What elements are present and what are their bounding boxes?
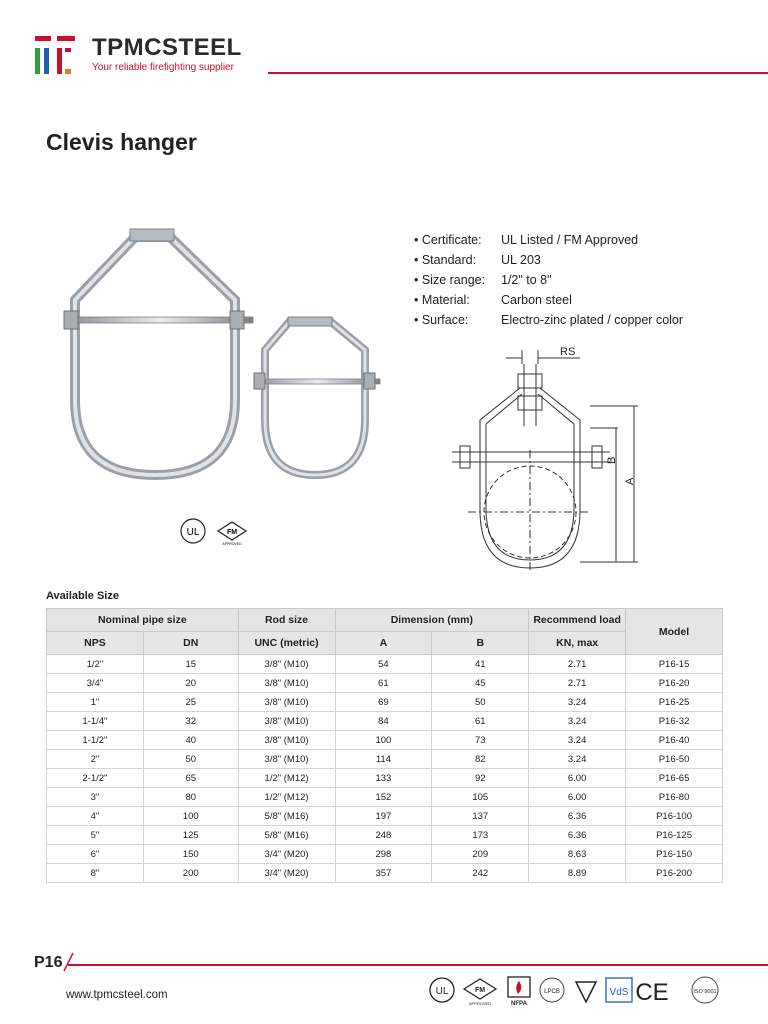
cell-dn: 20 bbox=[143, 674, 238, 693]
cert-fm-sublabel: APPROVED bbox=[468, 1001, 492, 1006]
cert-nfpa-label: NFPA bbox=[511, 1001, 527, 1006]
cell-a: 114 bbox=[335, 750, 432, 769]
cert-ce-label: CE bbox=[635, 979, 669, 1006]
cell-model: P16-100 bbox=[626, 807, 723, 826]
cell-b: 137 bbox=[432, 807, 529, 826]
cell-model: P16-32 bbox=[626, 712, 723, 731]
cell-a: 133 bbox=[335, 769, 432, 788]
cell-dn: 200 bbox=[143, 864, 238, 883]
page-number: P16 bbox=[34, 954, 63, 971]
spec-value: Carbon steel bbox=[501, 293, 572, 307]
table-row bbox=[47, 826, 723, 845]
fm-mark-label: FM bbox=[226, 529, 238, 536]
cell-unc: 3/8" (M10) bbox=[238, 712, 335, 731]
cell-dn: 80 bbox=[143, 788, 238, 807]
cell-kn: 6.36 bbox=[529, 826, 626, 845]
cell-dn: 32 bbox=[143, 712, 238, 731]
table-row bbox=[47, 731, 723, 750]
cell-unc: 5/8" (M16) bbox=[238, 826, 335, 845]
spec-key: • Size range: bbox=[414, 273, 486, 287]
cell-kn: 8.63 bbox=[529, 845, 626, 864]
cell-kn: 3.24 bbox=[529, 731, 626, 750]
fm-mark-sublabel: APPROVED bbox=[222, 542, 242, 546]
brand-name: TPMCSTEEL bbox=[92, 34, 242, 61]
product-cert-marks-icon bbox=[180, 516, 260, 546]
cell-kn: 3.24 bbox=[529, 712, 626, 731]
cell-dn: 100 bbox=[143, 807, 238, 826]
spec-key: • Certificate: bbox=[414, 233, 482, 247]
header-dimension: Dimension (mm) bbox=[335, 609, 529, 632]
table-row bbox=[47, 674, 723, 693]
table-row bbox=[47, 788, 723, 807]
header-divider bbox=[268, 72, 768, 74]
cell-kn: 6.00 bbox=[529, 788, 626, 807]
cell-nps: 1" bbox=[47, 693, 144, 712]
cell-model: P16-80 bbox=[626, 788, 723, 807]
cert-lpcb-label: LPCB bbox=[544, 989, 560, 995]
certification-logos-icon bbox=[428, 974, 728, 1006]
cell-nps: 5" bbox=[47, 826, 144, 845]
cell-b: 92 bbox=[432, 769, 529, 788]
cell-b: 41 bbox=[432, 655, 529, 674]
cell-unc: 3/8" (M10) bbox=[238, 731, 335, 750]
size-table-body bbox=[47, 655, 723, 883]
cell-dn: 50 bbox=[143, 750, 238, 769]
header-b: B bbox=[432, 632, 529, 655]
table-sub-header-row bbox=[47, 632, 723, 655]
cell-unc: 1/2" (M12) bbox=[238, 788, 335, 807]
header-dn: DN bbox=[143, 632, 238, 655]
table-row bbox=[47, 864, 723, 883]
cell-kn: 2.71 bbox=[529, 655, 626, 674]
header-rod-size: Rod size bbox=[238, 609, 335, 632]
spec-row-standard bbox=[414, 250, 683, 270]
header-nominal-pipe-size: Nominal pipe size bbox=[47, 609, 239, 632]
spec-key: • Material: bbox=[414, 293, 470, 307]
header-model: Model bbox=[626, 609, 723, 655]
cell-unc: 3/8" (M10) bbox=[238, 750, 335, 769]
cell-dn: 15 bbox=[143, 655, 238, 674]
cell-b: 45 bbox=[432, 674, 529, 693]
cell-model: P16-65 bbox=[626, 769, 723, 788]
cell-b: 61 bbox=[432, 712, 529, 731]
header-a: A bbox=[335, 632, 432, 655]
cell-a: 152 bbox=[335, 788, 432, 807]
cell-kn: 6.00 bbox=[529, 769, 626, 788]
cell-b: 82 bbox=[432, 750, 529, 769]
cell-kn: 3.24 bbox=[529, 750, 626, 769]
cell-dn: 125 bbox=[143, 826, 238, 845]
header-unc: UNC (metric) bbox=[238, 632, 335, 655]
cell-a: 197 bbox=[335, 807, 432, 826]
cell-nps: 1/2" bbox=[47, 655, 144, 674]
cell-unc: 5/8" (M16) bbox=[238, 807, 335, 826]
spec-value: UL 203 bbox=[501, 253, 541, 267]
cell-dn: 25 bbox=[143, 693, 238, 712]
cell-unc: 3/4" (M20) bbox=[238, 864, 335, 883]
page-number-slash-icon bbox=[62, 952, 74, 972]
cell-nps: 6" bbox=[47, 845, 144, 864]
cell-b: 173 bbox=[432, 826, 529, 845]
spec-key: • Standard: bbox=[414, 253, 477, 267]
cell-model: P16-150 bbox=[626, 845, 723, 864]
cell-dn: 150 bbox=[143, 845, 238, 864]
spec-value: Electro-zinc plated / copper color bbox=[501, 313, 684, 327]
cell-nps: 4" bbox=[47, 807, 144, 826]
spec-row-surface bbox=[414, 310, 683, 330]
cell-b: 73 bbox=[432, 731, 529, 750]
table-row bbox=[47, 655, 723, 674]
cell-a: 248 bbox=[335, 826, 432, 845]
cell-a: 69 bbox=[335, 693, 432, 712]
page-title: Clevis hanger bbox=[46, 129, 197, 155]
spec-row-size-range bbox=[414, 270, 683, 290]
table-row bbox=[47, 712, 723, 731]
table-row bbox=[47, 769, 723, 788]
cell-a: 100 bbox=[335, 731, 432, 750]
cell-nps: 1-1/2" bbox=[47, 731, 144, 750]
brand-tagline: Your reliable firefighting supplier bbox=[92, 62, 234, 73]
cell-model: P16-40 bbox=[626, 731, 723, 750]
cell-b: 242 bbox=[432, 864, 529, 883]
table-row bbox=[47, 750, 723, 769]
cell-a: 61 bbox=[335, 674, 432, 693]
cell-nps: 2-1/2" bbox=[47, 769, 144, 788]
cell-kn: 8.89 bbox=[529, 864, 626, 883]
cert-fm-label: FM bbox=[474, 987, 486, 994]
spec-list bbox=[414, 230, 683, 330]
footer-divider bbox=[68, 964, 768, 966]
header-recommend-load: Recommend load bbox=[529, 609, 626, 632]
cell-nps: 3/4" bbox=[47, 674, 144, 693]
cell-kn: 3.24 bbox=[529, 693, 626, 712]
cell-model: P16-125 bbox=[626, 826, 723, 845]
spec-value: 1/2" to 8" bbox=[501, 273, 552, 287]
cell-kn: 2.71 bbox=[529, 674, 626, 693]
cell-model: P16-15 bbox=[626, 655, 723, 674]
cell-unc: 3/8" (M10) bbox=[238, 655, 335, 674]
table-group-header-row bbox=[47, 609, 723, 632]
website-link[interactable]: www.tpmcsteel.com bbox=[66, 989, 168, 1001]
drawing-label-b: B bbox=[606, 456, 618, 464]
cell-b: 50 bbox=[432, 693, 529, 712]
cert-iso-label: ISO 9001 bbox=[693, 989, 717, 995]
cell-b: 105 bbox=[432, 788, 529, 807]
cell-b: 209 bbox=[432, 845, 529, 864]
cell-a: 54 bbox=[335, 655, 432, 674]
drawing-label-rs: RS bbox=[560, 346, 576, 358]
cell-model: P16-50 bbox=[626, 750, 723, 769]
cell-model: P16-25 bbox=[626, 693, 723, 712]
cell-unc: 1/2" (M12) bbox=[238, 769, 335, 788]
drawing-label-a: A bbox=[624, 477, 636, 485]
cell-nps: 2" bbox=[47, 750, 144, 769]
cell-unc: 3/8" (M10) bbox=[238, 674, 335, 693]
cell-nps: 8" bbox=[47, 864, 144, 883]
cell-nps: 1-1/4" bbox=[47, 712, 144, 731]
table-row bbox=[47, 845, 723, 864]
cell-model: P16-20 bbox=[626, 674, 723, 693]
technical-drawing-diagram bbox=[440, 340, 640, 570]
cell-dn: 40 bbox=[143, 731, 238, 750]
cell-a: 298 bbox=[335, 845, 432, 864]
table-row bbox=[47, 807, 723, 826]
spec-row-certificate bbox=[414, 230, 683, 250]
cell-dn: 65 bbox=[143, 769, 238, 788]
available-size-title: Available Size bbox=[46, 590, 119, 602]
brand-logo-icon bbox=[35, 36, 75, 74]
table-row bbox=[47, 693, 723, 712]
cell-nps: 3" bbox=[47, 788, 144, 807]
cert-ul-label: UL bbox=[435, 986, 449, 997]
cell-model: P16-200 bbox=[626, 864, 723, 883]
cell-unc: 3/4" (M20) bbox=[238, 845, 335, 864]
header-kn-max: KN, max bbox=[529, 632, 626, 655]
cell-a: 357 bbox=[335, 864, 432, 883]
cell-kn: 6.36 bbox=[529, 807, 626, 826]
cell-a: 84 bbox=[335, 712, 432, 731]
product-photo-image bbox=[60, 225, 390, 485]
spec-value: UL Listed / FM Approved bbox=[501, 233, 639, 247]
size-table bbox=[46, 608, 723, 883]
cell-unc: 3/8" (M10) bbox=[238, 693, 335, 712]
spec-key: • Surface: bbox=[414, 313, 469, 327]
ul-mark-label: UL bbox=[186, 527, 200, 538]
spec-row-material bbox=[414, 290, 683, 310]
cert-vds-label: VdS bbox=[609, 987, 629, 998]
header-nps: NPS bbox=[47, 632, 144, 655]
